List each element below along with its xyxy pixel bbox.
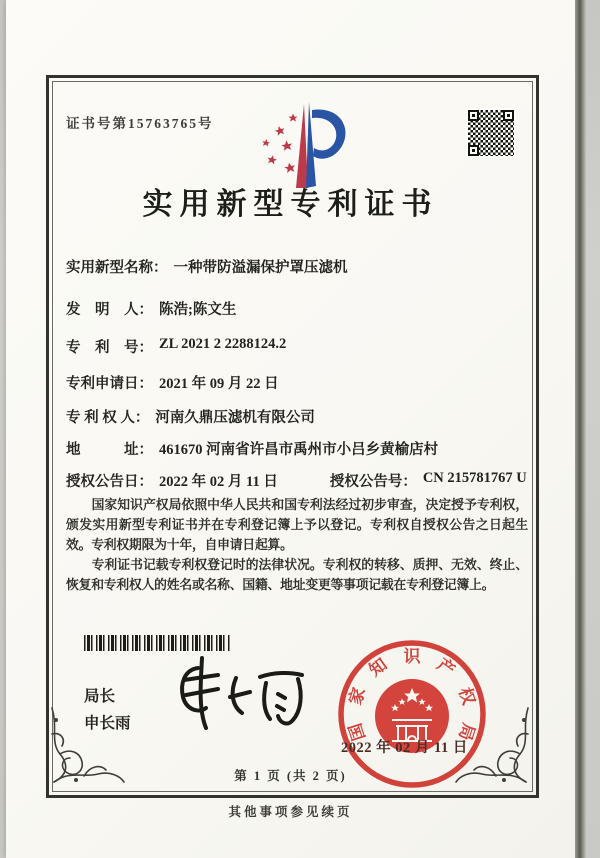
- director-name: 申长雨: [84, 715, 131, 732]
- qr-code: [468, 110, 514, 156]
- field-value: 陈浩;陈文生: [159, 302, 237, 318]
- qr-finder-icon: [468, 145, 479, 156]
- field-label: 专利申请日：: [66, 376, 153, 392]
- page-indicator: 第 1 页 (共 2 页): [234, 769, 347, 783]
- page-edge-shadow: [575, 0, 586, 858]
- field-row: [66, 336, 536, 357]
- legal-status-paragraph: 专利证书记载专利权登记时的法律状况。专利权的转移、质押、无效、终止、恢复和专利权人的姓名或名称、国籍、地址变更等事项记载在专利登记簿上。: [66, 558, 528, 592]
- field-row: [66, 406, 536, 427]
- continuation-note: 其他事项参见续页: [228, 805, 353, 819]
- director-title: 局长: [84, 688, 116, 705]
- field-value: 河南久鼎压滤机有限公司: [155, 410, 315, 426]
- qr-finder-icon: [468, 110, 479, 121]
- certificate-number: 证书号第15763765号: [66, 116, 214, 131]
- svg-text:知: 知: [365, 654, 391, 681]
- director-signature: [160, 650, 320, 740]
- field-label: 实用新型名称：: [66, 260, 168, 276]
- svg-text:局: 局: [455, 720, 479, 743]
- field-row: [66, 256, 536, 277]
- svg-text:产: 产: [433, 654, 459, 681]
- barcode: [84, 635, 231, 651]
- field-row: [66, 372, 536, 393]
- grant-paragraph: 国家知识产权局依照中华人民共和国专利法经过初步审查，决定授予专利权，颁发实用新型专利证书并在专利登记簿上予以登记。专利权自授权公告之日起生效。专利权期限为十年，自申请日起算。: [66, 498, 528, 552]
- qr-finder-icon: [503, 110, 514, 121]
- svg-text:权: 权: [455, 685, 479, 708]
- field-pair: [330, 470, 527, 491]
- field-row: [66, 470, 536, 491]
- field-label: 授权公告号：: [329, 474, 417, 490]
- field-value: 2022 年 02 月 11 日: [159, 474, 278, 490]
- field-label: 发 明 人：: [66, 302, 153, 318]
- field-value: 一种带防溢漏保护罩压滤机: [173, 260, 348, 276]
- field-label: 授权公告日：: [66, 474, 153, 490]
- field-value: 461670 河南省许昌市禹州市小吕乡黄榆店村: [159, 442, 439, 458]
- seal-date: 2022 年 02 月 11 日: [341, 740, 468, 756]
- field-label: 地 址：: [66, 442, 153, 458]
- certificate-title: 实用新型专利证书: [142, 188, 439, 221]
- field-value: 2021 年 09 月 22 日: [159, 376, 279, 392]
- svg-text:国: 国: [345, 720, 369, 743]
- field-row: [66, 438, 536, 459]
- field-value: CN 215781767 U: [422, 470, 527, 486]
- field-label: 专 利 权 人：: [66, 410, 150, 426]
- field-row: [66, 298, 536, 319]
- field-label: 专 利 号：: [66, 340, 153, 356]
- svg-text:识: 识: [403, 646, 421, 666]
- grant-statement: [66, 495, 528, 595]
- field-value: ZL 2021 2 2288124.2: [159, 336, 287, 352]
- svg-text:家: 家: [345, 685, 369, 708]
